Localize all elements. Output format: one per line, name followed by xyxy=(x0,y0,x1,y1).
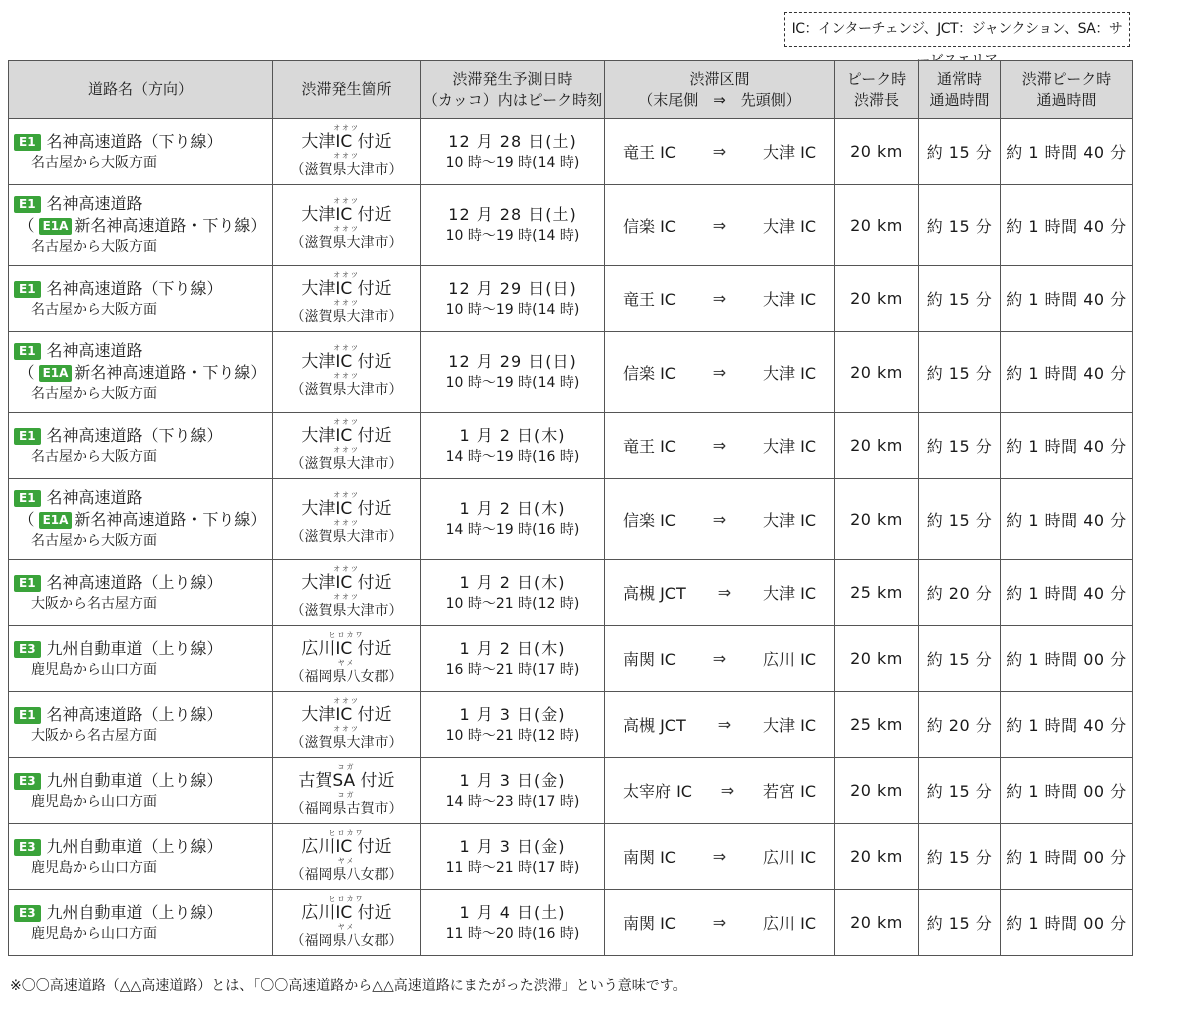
location-sub-ruby: オオツ xyxy=(333,445,360,454)
location-name: 大津IC 付近 xyxy=(301,572,392,593)
location-sub-ruby: オオツ xyxy=(333,298,360,307)
location-name: 大津IC 付近 xyxy=(301,205,392,225)
arrow-icon: ⇒ xyxy=(712,362,727,382)
road-cell xyxy=(9,479,273,560)
table-row xyxy=(9,758,1133,824)
section-to: 大津 IC xyxy=(763,510,816,530)
arrow-icon: ⇒ xyxy=(717,715,732,734)
location-cell xyxy=(273,185,421,266)
road-cell xyxy=(9,890,273,956)
section-to: 大津 IC xyxy=(763,143,816,162)
datetime-cell xyxy=(421,890,605,956)
road-name: 九州自動車道（上り線） xyxy=(46,902,223,922)
peak-length: 20 km xyxy=(835,185,919,266)
datetime-cell xyxy=(421,119,605,185)
arrow-icon: ⇒ xyxy=(720,781,735,800)
road-direction: 名古屋から大阪方面 xyxy=(31,386,157,402)
time-range: 10 時～19 時(14 時) xyxy=(445,375,580,391)
datetime-cell xyxy=(421,413,605,479)
section-from: 南関 IC xyxy=(623,650,676,669)
peak-time: 約 1 時間 40 分 xyxy=(1001,332,1133,413)
table-row xyxy=(9,266,1133,332)
peak-time: 約 1 時間 40 分 xyxy=(1001,413,1133,479)
alt-road-name: 新名神高速道路・下り線） xyxy=(74,510,267,529)
section-to: 広川 IC xyxy=(763,848,816,867)
time-range: 11 時～21 時(17 時) xyxy=(445,859,580,876)
table-row xyxy=(9,119,1133,185)
section-from: 信楽 IC xyxy=(623,510,676,530)
road-direction: 大阪から名古屋方面 xyxy=(31,595,157,612)
arrow-icon: ⇒ xyxy=(712,913,727,932)
section-to: 大津 IC xyxy=(763,216,816,236)
location-cell xyxy=(273,479,421,560)
route-badge-alt: E1A xyxy=(39,512,73,529)
legend-text: IC：インターチェンジ、JCT：ジャンクション、SA：サ xyxy=(791,21,1123,37)
location-ruby: オオツ xyxy=(333,696,360,705)
alt-road-line: （ E1A 新名神高速道路・下り線） xyxy=(18,510,267,529)
location-prefecture: （福岡県八女郡） xyxy=(290,866,403,883)
road-cell xyxy=(9,332,273,413)
table-row xyxy=(9,185,1133,266)
section-to: 大津 IC xyxy=(763,437,816,456)
time-range: 10 時～21 時(12 時) xyxy=(445,727,580,744)
road-direction: 名古屋から大阪方面 xyxy=(31,239,157,255)
normal-time: 約 20 分 xyxy=(919,692,1001,758)
location-name: 大津IC 付近 xyxy=(301,278,392,299)
location-name: 古賀SA 付近 xyxy=(298,770,395,791)
date: 1 月 2 日(木) xyxy=(459,499,566,518)
datetime-cell xyxy=(421,824,605,890)
peak-time: 約 1 時間 00 分 xyxy=(1001,626,1133,692)
alt-road-line: （ E1A 新名神高速道路・下り線） xyxy=(18,216,267,235)
section-cell xyxy=(605,758,835,824)
road-direction: 名古屋から大阪方面 xyxy=(31,301,157,318)
location-name: 大津IC 付近 xyxy=(301,499,392,519)
location-sub-ruby: オオツ xyxy=(333,724,360,733)
header-location: 渋滞発生箇所 xyxy=(273,61,421,119)
section-cell xyxy=(605,824,835,890)
location-prefecture: （滋賀県大津市） xyxy=(290,734,403,751)
date: 12 月 29 日(日) xyxy=(448,278,577,298)
normal-time: 約 15 分 xyxy=(919,413,1001,479)
road-direction: 大阪から名古屋方面 xyxy=(31,727,157,744)
arrow-icon: ⇒ xyxy=(712,436,727,455)
peak-time: 約 1 時間 40 分 xyxy=(1001,560,1133,626)
road-cell xyxy=(9,560,273,626)
datetime-cell xyxy=(421,185,605,266)
location-prefecture: （福岡県八女郡） xyxy=(290,932,403,949)
location-sub-ruby: ヤメ xyxy=(337,922,356,931)
peak-length: 20 km xyxy=(835,890,919,956)
route-badge: E3 xyxy=(14,839,41,856)
time-range: 10 時～21 時(12 時) xyxy=(445,595,580,612)
location-name: 広川IC 付近 xyxy=(301,638,392,659)
peak-time: 約 1 時間 40 分 xyxy=(1001,692,1133,758)
peak-time: 約 1 時間 00 分 xyxy=(1001,890,1133,956)
section-cell xyxy=(605,626,835,692)
peak-length: 25 km xyxy=(835,560,919,626)
peak-time: 約 1 時間 40 分 xyxy=(1001,479,1133,560)
date: 1 月 2 日(木) xyxy=(459,572,566,592)
normal-time: 約 15 分 xyxy=(919,119,1001,185)
peak-length: 20 km xyxy=(835,626,919,692)
road-cell xyxy=(9,185,273,266)
section-from: 高槻 JCT xyxy=(623,584,686,603)
road-cell xyxy=(9,692,273,758)
time-range: 14 時～23 時(17 時) xyxy=(445,793,580,810)
date: 12 月 29 日(日) xyxy=(448,352,577,371)
section-to: 大津 IC xyxy=(763,584,816,603)
arrow-icon: ⇒ xyxy=(712,509,727,529)
datetime-cell xyxy=(421,560,605,626)
road-direction: 鹿児島から山口方面 xyxy=(31,859,157,876)
route-badge: E3 xyxy=(14,905,41,922)
normal-time: 約 15 分 xyxy=(919,479,1001,560)
road-direction: 名古屋から大阪方面 xyxy=(31,154,157,171)
date: 1 月 3 日(金) xyxy=(459,836,566,856)
peak-time: 約 1 時間 00 分 xyxy=(1001,824,1133,890)
section-cell xyxy=(605,413,835,479)
road-name: 名神高速道路（下り線） xyxy=(46,131,223,151)
road-name: 名神高速道路 xyxy=(46,341,143,360)
route-badge-alt: E1A xyxy=(39,365,73,382)
road-direction: 名古屋から大阪方面 xyxy=(31,448,157,465)
section-from: 信楽 IC xyxy=(623,216,676,236)
road-name: 名神高速道路（上り線） xyxy=(46,704,223,724)
time-range: 10 時～19 時(14 時) xyxy=(445,154,580,171)
road-direction: 鹿児島から山口方面 xyxy=(31,925,157,942)
peak-time: 約 1 時間 40 分 xyxy=(1001,185,1133,266)
route-badge: E1 xyxy=(14,707,41,724)
location-name: 大津IC 付近 xyxy=(301,352,392,372)
road-direction: 鹿児島から山口方面 xyxy=(31,661,157,678)
normal-time: 約 20 分 xyxy=(919,560,1001,626)
normal-time: 約 15 分 xyxy=(919,185,1001,266)
header-section: 渋滞区間 （末尾側 ⇒ 先頭側） xyxy=(605,61,835,119)
location-cell xyxy=(273,266,421,332)
date: 12 月 28 日(土) xyxy=(448,131,577,151)
peak-time: 約 1 時間 40 分 xyxy=(1001,266,1133,332)
location-name: 広川IC 付近 xyxy=(301,836,392,857)
road-name: 名神高速道路（上り線） xyxy=(46,572,223,592)
footnote: ※〇〇高速道路（△△高速道路）とは、「〇〇高速道路から△△高速道路にまたがった渋滞」という意味です。 xyxy=(10,978,687,994)
location-sub-ruby: オオツ xyxy=(333,225,360,233)
date: 1 月 2 日(木) xyxy=(459,425,566,445)
peak-length: 20 km xyxy=(835,266,919,332)
location-ruby: オオツ xyxy=(333,344,360,352)
location-prefecture: （滋賀県大津市） xyxy=(290,602,403,619)
location-ruby: ヒロカワ xyxy=(328,630,365,639)
normal-time: 約 15 分 xyxy=(919,332,1001,413)
location-sub-ruby: オオツ xyxy=(333,151,360,160)
section-cell xyxy=(605,692,835,758)
datetime-cell xyxy=(421,626,605,692)
location-prefecture: （滋賀県大津市） xyxy=(290,455,403,472)
datetime-cell xyxy=(421,332,605,413)
section-from: 信楽 IC xyxy=(623,363,676,383)
header-normal-time: 通常時 通過時間 xyxy=(919,61,1001,119)
header-peak-length: ピーク時 渋滞長 xyxy=(835,61,919,119)
location-cell xyxy=(273,758,421,824)
location-prefecture: （滋賀県大津市） xyxy=(290,529,403,545)
section-from: 南関 IC xyxy=(623,914,676,933)
section-to: 大津 IC xyxy=(763,290,816,309)
location-cell xyxy=(273,824,421,890)
road-cell xyxy=(9,119,273,185)
normal-time: 約 15 分 xyxy=(919,626,1001,692)
time-range: 10 時～19 時(14 時) xyxy=(445,228,580,244)
section-from: 竜王 IC xyxy=(623,437,676,456)
section-cell xyxy=(605,185,835,266)
road-cell xyxy=(9,824,273,890)
route-badge: E1 xyxy=(14,134,41,151)
peak-length: 20 km xyxy=(835,332,919,413)
road-name: 名神高速道路 xyxy=(46,194,143,213)
datetime-cell xyxy=(421,479,605,560)
location-cell xyxy=(273,560,421,626)
route-badge: E1 xyxy=(14,343,41,360)
table-row xyxy=(9,890,1133,956)
road-name: 名神高速道路（下り線） xyxy=(46,278,223,298)
location-cell xyxy=(273,332,421,413)
section-cell xyxy=(605,332,835,413)
header-datetime: 渋滞発生予測日時 （カッコ）内はピーク時刻 xyxy=(421,61,605,119)
alt-road-line: （ E1A 新名神高速道路・下り線） xyxy=(18,363,267,382)
location-name: 広川IC 付近 xyxy=(301,902,392,923)
section-cell xyxy=(605,890,835,956)
location-ruby: オオツ xyxy=(333,123,360,132)
location-prefecture: （福岡県古賀市） xyxy=(290,800,403,817)
section-from: 高槻 JCT xyxy=(623,716,686,735)
road-cell xyxy=(9,626,273,692)
location-ruby: ヒロカワ xyxy=(328,828,365,837)
location-sub-ruby: コガ xyxy=(337,790,356,799)
road-cell xyxy=(9,413,273,479)
peak-length: 20 km xyxy=(835,479,919,560)
location-sub-ruby: オオツ xyxy=(333,372,360,380)
location-prefecture: （福岡県八女郡） xyxy=(290,668,403,685)
location-cell xyxy=(273,692,421,758)
road-name: 九州自動車道（上り線） xyxy=(46,836,223,856)
route-badge: E3 xyxy=(14,641,41,658)
peak-length: 20 km xyxy=(835,413,919,479)
location-ruby: コガ xyxy=(337,762,356,771)
location-name: 大津IC 付近 xyxy=(301,425,392,446)
datetime-cell xyxy=(421,266,605,332)
table-row xyxy=(9,692,1133,758)
route-badge: E1 xyxy=(14,196,41,213)
table-row xyxy=(9,626,1133,692)
location-sub-ruby: オオツ xyxy=(333,592,360,601)
arrow-icon: ⇒ xyxy=(712,847,727,866)
time-range: 14 時～19 時(16 時) xyxy=(445,522,580,538)
section-to: 若宮 IC xyxy=(763,782,816,801)
section-to: 広川 IC xyxy=(763,914,816,933)
route-badge: E1 xyxy=(14,490,41,507)
location-ruby: オオツ xyxy=(333,417,360,426)
road-direction: 鹿児島から山口方面 xyxy=(31,793,157,810)
section-cell xyxy=(605,266,835,332)
date: 1 月 4 日(土) xyxy=(459,902,566,922)
section-to: 広川 IC xyxy=(763,650,816,669)
datetime-cell xyxy=(421,692,605,758)
road-name: 名神高速道路 xyxy=(46,488,143,507)
road-cell xyxy=(9,758,273,824)
location-ruby: オオツ xyxy=(333,491,360,499)
route-badge: E1 xyxy=(14,281,41,298)
date: 1 月 2 日(木) xyxy=(459,638,566,658)
route-badge: E1 xyxy=(14,575,41,592)
congestion-table xyxy=(8,60,1133,956)
header-peak-time: 渋滞ピーク時 通過時間 xyxy=(1001,61,1133,119)
normal-time: 約 15 分 xyxy=(919,266,1001,332)
location-sub-ruby: ヤメ xyxy=(337,856,356,865)
section-to: 大津 IC xyxy=(763,363,816,383)
table-row xyxy=(9,560,1133,626)
peak-length: 20 km xyxy=(835,824,919,890)
route-badge-alt: E1A xyxy=(39,218,73,235)
road-cell xyxy=(9,266,273,332)
section-from: 太宰府 IC xyxy=(623,782,692,801)
normal-time: 約 15 分 xyxy=(919,890,1001,956)
location-name: 大津IC 付近 xyxy=(301,131,392,152)
alt-road-name: 新名神高速道路・下り線） xyxy=(74,216,267,235)
section-from: 竜王 IC xyxy=(623,143,676,162)
date: 1 月 3 日(金) xyxy=(459,770,566,790)
location-ruby: オオツ xyxy=(333,197,360,205)
peak-length: 25 km xyxy=(835,692,919,758)
road-direction: 名古屋から大阪方面 xyxy=(31,533,157,549)
date: 1 月 3 日(金) xyxy=(459,704,566,724)
location-cell xyxy=(273,890,421,956)
time-range: 11 時～20 時(16 時) xyxy=(445,925,580,942)
location-prefecture: （滋賀県大津市） xyxy=(290,161,403,178)
location-cell xyxy=(273,626,421,692)
location-prefecture: （滋賀県大津市） xyxy=(290,235,403,251)
location-prefecture: （滋賀県大津市） xyxy=(290,308,403,325)
normal-time: 約 15 分 xyxy=(919,758,1001,824)
arrow-icon: ⇒ xyxy=(717,583,732,602)
header-road: 道路名（方向） xyxy=(9,61,273,119)
peak-time: 約 1 時間 40 分 xyxy=(1001,119,1133,185)
location-sub-ruby: ヤメ xyxy=(337,658,356,667)
date: 12 月 28 日(土) xyxy=(448,205,577,224)
table-row xyxy=(9,332,1133,413)
location-ruby: オオツ xyxy=(333,564,360,573)
peak-length: 20 km xyxy=(835,119,919,185)
location-cell xyxy=(273,413,421,479)
section-cell xyxy=(605,119,835,185)
location-ruby: ヒロカワ xyxy=(328,894,365,903)
peak-time: 約 1 時間 00 分 xyxy=(1001,758,1133,824)
location-cell xyxy=(273,119,421,185)
road-name: 九州自動車道（上り線） xyxy=(46,770,223,790)
location-name: 大津IC 付近 xyxy=(301,704,392,725)
location-prefecture: （滋賀県大津市） xyxy=(290,382,403,398)
road-name: 名神高速道路（下り線） xyxy=(46,425,223,445)
time-range: 14 時～19 時(16 時) xyxy=(445,448,580,465)
route-badge: E1 xyxy=(14,428,41,445)
location-ruby: オオツ xyxy=(333,270,360,279)
location-sub-ruby: オオツ xyxy=(333,519,360,527)
section-cell xyxy=(605,560,835,626)
section-cell xyxy=(605,479,835,560)
table-row xyxy=(9,413,1133,479)
legend-box xyxy=(784,12,1130,47)
section-to: 大津 IC xyxy=(763,716,816,735)
time-range: 16 時～21 時(17 時) xyxy=(445,661,580,678)
section-from: 南関 IC xyxy=(623,848,676,867)
normal-time: 約 15 分 xyxy=(919,824,1001,890)
table-row xyxy=(9,824,1133,890)
section-from: 竜王 IC xyxy=(623,290,676,309)
road-name: 九州自動車道（上り線） xyxy=(46,638,223,658)
arrow-icon: ⇒ xyxy=(712,142,727,161)
arrow-icon: ⇒ xyxy=(712,289,727,308)
table-row xyxy=(9,479,1133,560)
arrow-icon: ⇒ xyxy=(712,649,727,668)
datetime-cell xyxy=(421,758,605,824)
table-header-row xyxy=(9,61,1133,119)
peak-length: 20 km xyxy=(835,758,919,824)
time-range: 10 時～19 時(14 時) xyxy=(445,301,580,318)
alt-road-name: 新名神高速道路・下り線） xyxy=(74,363,267,382)
arrow-icon: ⇒ xyxy=(712,215,727,235)
route-badge: E3 xyxy=(14,773,41,790)
